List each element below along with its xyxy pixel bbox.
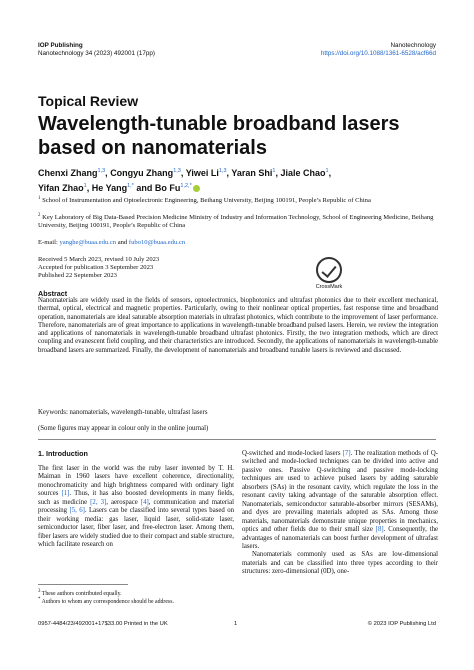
email-link[interactable]: yanghe@buaa.edu.cn [59,239,117,246]
paragraph-text: Nanomaterials commonly used as SAs are low-dimensional materials and can be classified into three types according to their structures: zero-dimensional (0D), one- [242,551,438,576]
author: Yifan Zhao$^1$ [38,183,87,193]
divider [38,439,436,440]
paragraph-text: Q-switched and mode-locked lasers [242,450,343,457]
citation-link[interactable]: [4] [140,498,149,506]
crossmark-badge[interactable]: CrossMark [314,257,344,290]
figures-note: (Some figures may appear in colour only in the online journal) [38,425,209,432]
journal-name: Nanotechnology [390,42,436,49]
author: Congyu Zhang$^{1,3}$ [110,168,181,178]
citation-link[interactable]: [8] [375,526,384,534]
author: Yaran Shi$^1$ [231,168,276,178]
paragraph-text: . Thus, it has also boosted developments in many fields, such as medicine [38,490,234,506]
affiliation-1: $^1$ School of Instrumentation and Optoelectronic Engineering, Beihang University, Beijing 100191, People’s Republic of China [38,196,371,205]
author-list: Chenxi Zhang$^{1,3}$, Congyu Zhang$^{1,3}$, Yiwei Li$^{1,3}$, Yaran Shi$^1$, Jiale Chao$^1$, Yifan Zhao$^1$, He Yang$^{1,*}$ and Bo $Fu^{1,2,*}$ [38,168,332,193]
author: Yiwei Li$^{1,3}$ [185,168,227,178]
journal-citation: Nanotechnology 34 (2023) 492001 (17pp) [38,50,155,57]
email-link[interactable]: fubo10@buaa.edu.cn [128,239,186,246]
abstract-heading: Abstract [38,289,68,298]
paragraph-text: . Consequently, the advantages of nanomaterials can boost further development of ultrafast lasers. [242,526,438,550]
author: Bo $Fu^{1,2,*}$ [154,183,192,193]
author: Jiale Chao$^1$ [280,168,329,178]
page-number: 1 [234,621,238,627]
paragraph-text: . The realization methods of Q-switched and mode-locked techniques can be divided into active and passive ones. Passive Q-switching and passive mode-locking techniques are used to achieve pulsed lasers by adding saturable absorbers (SAs) in the resonant cavity, which regulate the loss in the resonant cavity taking advantage of the saturable absorption effect. Nanomaterials, semiconductor saturable-absorber mirrors (SESAMs), and dyes are prevailing materials adopted as SAs. Among those materials, nanomaterials demonstrate unique properties in mechanics, optics and other fields due to their small size [242,450,439,534]
body-column-left [38,465,234,550]
running-header-left [38,42,155,58]
paragraph-text: . Lasers can be classified into several types based on their working media: gas laser, liquid laser, solid-state laser, semiconductor laser, fiber laser, and free-electron laser. Among them, fiber lasers are widely studied due to their compact and stable structure, which facilitate research on [38,507,234,549]
running-header-right [321,42,436,58]
footnote: * Authors to whom any correspondence should be address. [38,597,174,605]
citation-link[interactable]: [1] [61,490,70,498]
paragraph-text: , aerospace [106,498,141,506]
body-column-right [242,450,438,577]
orcid-icon[interactable] [193,185,200,192]
keywords: Keywords: nanomaterials, wavelength-tunable, ultrafast lasers [38,409,208,416]
citation-link[interactable]: [5, 6] [69,507,85,515]
citation-link[interactable]: [7] [342,450,351,457]
author: He Yang$^{1,*}$ [91,183,134,193]
email-line: E-mail: yanghe@buaa.edu.cn and fubo10@buaa.edu.cn [38,239,186,246]
footer-issn: 0957-4484/23/492001+17$33.00 Printed in the UK [38,621,168,627]
publisher-name: IOP Publishing [38,42,83,49]
footnote-rule [38,584,128,585]
copyright: © 2023 IOP Publishing Ltd [367,621,436,627]
author: Chenxi Zhang$^{1,3}$ [38,168,106,178]
citation-link[interactable]: [2, 3] [90,498,107,506]
doi-link[interactable]: https://doi.org/10.1088/1361-6528/acf66d [320,50,436,57]
and-word: and [136,183,153,193]
paragraph-text: , communication and material processing [38,498,234,515]
article-type: Topical Review [38,93,139,109]
publication-dates: Received 5 March 2023, revised 10 July 2023 Accepted for publication 3 September 2023 Published 22 September 2023 [38,256,160,280]
footnote: $^3$ These authors contributed equally. [38,589,122,597]
affiliation-2: $^2$ Key Laboratory of Big Data-Based Precision Medicine Ministry of Industry and Information Technology, School of Engineering Medicine, Beihang University, Beijing 100191, People’s Republic of China [38,213,434,230]
article-title: Wavelength-tunable broadband lasers based on nanomaterials [38,113,400,159]
paragraph-text: The first laser in the world was the ruby laser invented by T. H. Maiman in 1960 lasers have excellent coherence, directionality, monochromaticity and high brightness compared with ordinary light sources [38,465,234,498]
crossmark-icon [316,257,342,283]
abstract-text: Nanomaterials are widely used in the fields of sensors, optoelectronics, biophotonics and ultrafast photonics due to their excellent mechanical, thermal, optical, electrical and magnetic properties. Particularly, owing to their nonlinear optical properties, fast response time and broadband operation, nanomaterials are ideal saturable absorption materials in ultrafast photonics, which contribute to the improvement of laser performance. Therefore, nanomaterials are of great importance to applications in wavelength-tunable broadband pulsed lasers. Herein, we review the integration and applications of nanomaterials in wavelength-tunable broadband ultrafast photonics. Firstly, the two integration methods, which are direct coupling and evanescent field coupling, and their characteristics are introduced. Secondly, the applications of nanomaterials in wavelength-tunable broadband lasers are summarized. Finally, the development of nanomaterials and broadband tunable lasers is reviewed and discussed. [38,297,438,354]
section-heading: 1. Introduction [38,449,88,458]
